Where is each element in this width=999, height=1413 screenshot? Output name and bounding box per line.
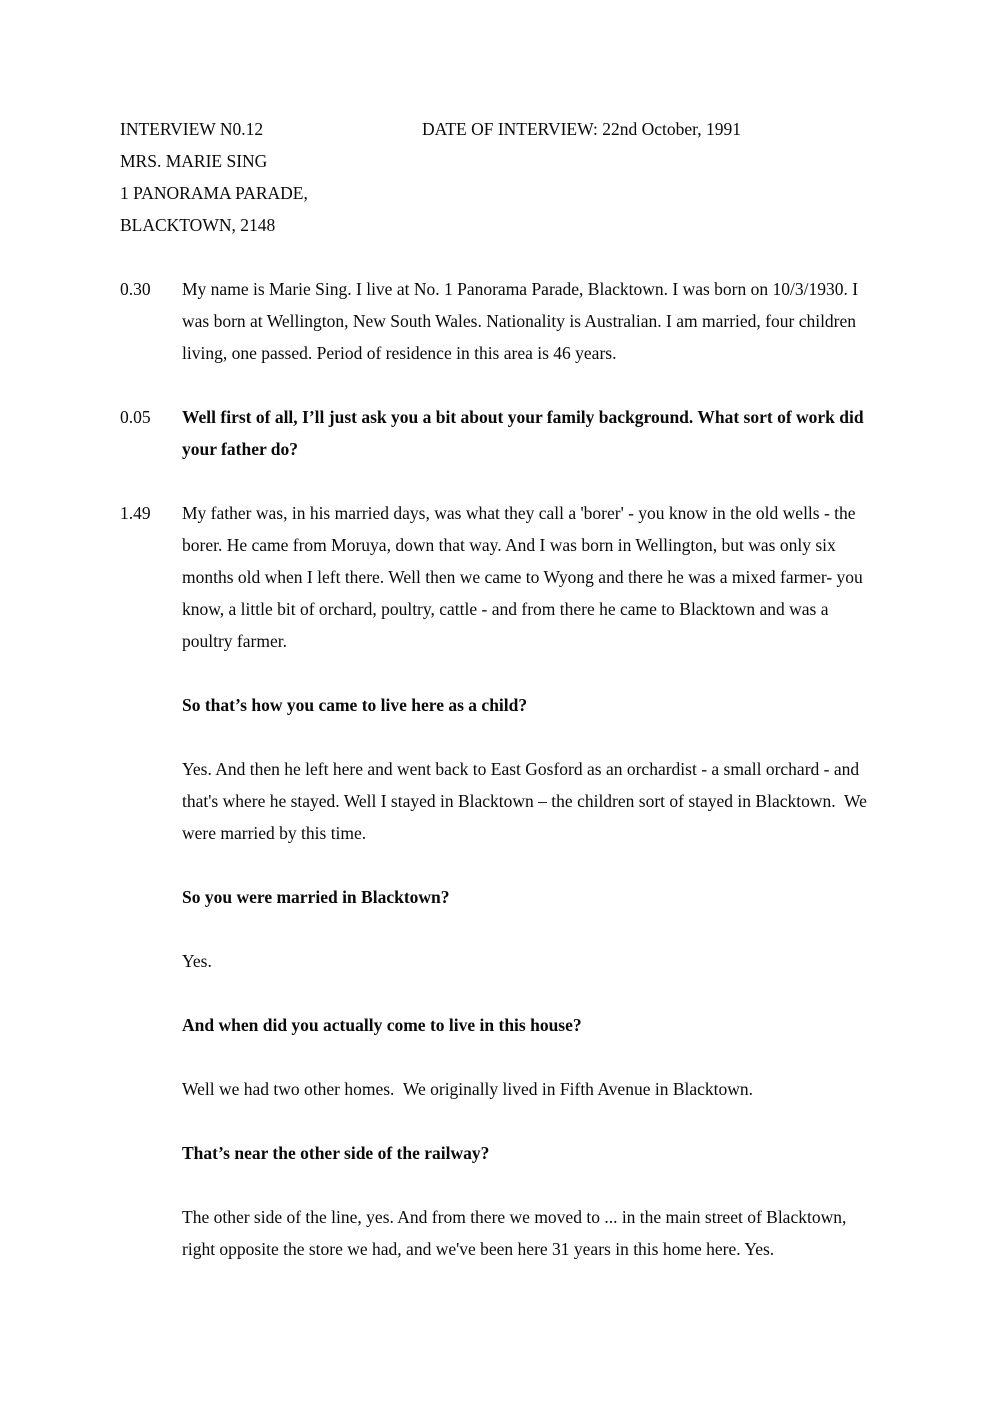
- address-line-2: BLACKTOWN, 2148: [120, 215, 276, 235]
- interviewer-question: [120, 881, 880, 913]
- paragraph-text: My name is Marie Sing. I live at No. 1 Panorama Parade, Blacktown. I was born on 10/3/1930. I was born at Wellington, New South Wales. Nationality is Australian. I am married, four children living, one passed. Period of residence in this area is 46 years.: [182, 279, 863, 363]
- interview-date: DATE OF INTERVIEW: 22nd October, 1991: [422, 119, 741, 139]
- timestamp: 1.49: [120, 503, 151, 523]
- timestamp: 0.05: [120, 407, 151, 427]
- paragraph-text: The other side of the line, yes. And from there we moved to ... in the main street of Blacktown, right opposite the store we had, and we've been here 31 years in this home here. Yes.: [182, 1207, 851, 1259]
- timestamp: 0.30: [120, 279, 151, 299]
- interviewer-question: [120, 401, 880, 465]
- paragraph-text: So that’s how you came to live here as a child?: [182, 695, 528, 715]
- interviewer-question: [120, 689, 880, 721]
- interviewee-answer: [120, 945, 880, 977]
- paragraph-text: Well we had two other homes. We originally lived in Fifth Avenue in Blacktown.: [182, 1079, 754, 1099]
- paragraph-text: My father was, in his married days, was what they call a 'borer' - you know in the old wells - the borer. He came from Moruya, down that way. And I was born in Wellington, but was only six months old when I left there. Well then we came to Wyong and there he was a mixed farmer- you know, a little bit of orchard, poultry, cattle - and from there he came to Blacktown and was a poultry farmer.: [182, 503, 868, 651]
- paragraph-text: Yes.: [182, 951, 212, 971]
- paragraph-text: Yes. And then he left here and went back to East Gosford as an orchardist - a small orchard - and that's where he stayed. Well I stayed in Blacktown – the children sort of stayed in Blacktown. We were married by this time.: [182, 759, 872, 843]
- paragraph-text: And when did you actually come to live in this house?: [182, 1015, 582, 1035]
- interviewer-question: [120, 1009, 880, 1041]
- paragraph-text: Well first of all, I’ll just ask you a bit about your family background. What sort of work did your father do?: [182, 407, 868, 459]
- interviewer-question: [120, 1137, 880, 1169]
- transcript: [120, 273, 880, 1265]
- interview-number: INTERVIEW N0.12: [120, 119, 264, 139]
- document-header: [120, 113, 880, 241]
- paragraph-text: That’s near the other side of the railway?: [182, 1143, 490, 1163]
- header-row: [120, 113, 880, 145]
- paragraph-text: So you were married in Blacktown?: [182, 887, 450, 907]
- interviewee-answer: [120, 753, 880, 849]
- interviewee-name: MRS. MARIE SING: [120, 151, 268, 171]
- interviewee-answer: [120, 1201, 880, 1265]
- interviewee-answer: [120, 497, 880, 657]
- address-line-1: 1 PANORAMA PARADE,: [120, 183, 308, 203]
- interviewee-answer: [120, 273, 880, 369]
- interviewee-answer: [120, 1073, 880, 1105]
